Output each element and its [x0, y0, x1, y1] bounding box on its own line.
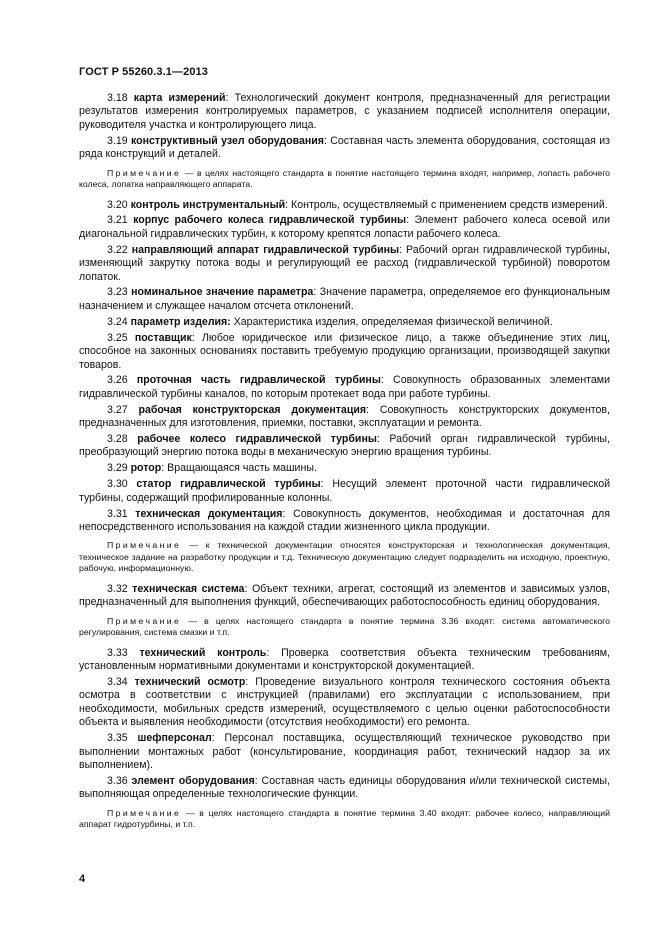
entry-number: 3.29 — [107, 462, 128, 475]
note-2 — [79, 540, 610, 575]
entry-definition: : Несущий элемент проточной части гидравлической турбины, содержащий профилированные колонны. — [79, 478, 611, 504]
entry-number: 3.21 — [107, 214, 128, 227]
term-entry-3-23 — [79, 286, 610, 313]
term-entry-3-29 — [79, 462, 610, 475]
term-entry-3-36 — [79, 775, 610, 802]
term-entry-3-35 — [79, 732, 610, 772]
entry-term: технический контроль — [139, 646, 267, 659]
entry-term: шефперсонал — [137, 732, 212, 745]
entry-number: 3.27 — [107, 403, 128, 416]
entry-term: контроль инструментальный — [130, 198, 286, 211]
entry-number: 3.28 — [107, 433, 128, 446]
entry-definition: : Любое юридическое или физическое лицо, а также объединение этих лиц, способное на законных основаниях поставить требуемую продукцию организации, производящей закупки товаров. — [79, 331, 610, 371]
entry-term: проточная часть гидравлической турбины — [136, 374, 381, 387]
note-text: — в целях настоящего стандарта в понятие термина 3.36 входят: система автоматического регулирования, система смазки и т.п. — [79, 615, 610, 638]
entry-definition: : Элемент рабочего колеса осевой или диагональной гидравлических турбин, к которому крепятся лопасти рабочего колеса. — [79, 214, 610, 240]
entry-number: 3.30 — [107, 478, 128, 491]
note-1 — [79, 168, 610, 191]
entry-number: 3.34 — [107, 676, 128, 688]
entry-term: карта измерений — [133, 92, 226, 104]
entry-number: 3.31 — [107, 507, 128, 520]
entry-term: технический осмотр — [134, 676, 246, 688]
term-entry-3-26 — [79, 374, 610, 401]
entry-term: техническая система — [132, 582, 245, 595]
entry-number: 3.35 — [107, 732, 128, 745]
note-label: Примечание — [107, 167, 182, 178]
entry-definition: : Совокупность конструкторских документов, предназначенных для изготовления, приемки, поставки, эксплуатации и ремонта. — [79, 403, 610, 430]
entry-term: рабочее колесо гидравлической турбины — [137, 433, 377, 446]
note-text: — в целях настоящего стандарта в понятие настоящего термина входят, например, лопасть рабочего колеса, лопатка направляющего аппарата. — [79, 167, 610, 190]
entry-definition: : Технологический документ контроля, предназначенный для регистрации результатов измерения контролируемых параметров, с указанием подписей исполнителя операции, руководителя участка и контролирующего лица. — [79, 92, 610, 131]
entry-number: 3.19 — [107, 134, 128, 147]
entry-definition: : Проведение визуального контроля технического состояния объекта осмотра в соответствии с инструкцией (правилами) его эксплуатации с использованием, при необходимости, мобильных средств измерений, осуществляемого с целью оценки работоспособности объекта и выявления необходимости (отсутствия необходимости) его ремонта. — [79, 676, 610, 729]
entry-definition: : Рабочий орган гидравлической турбины, изменяющий закрутку потока воды и регулирующий ее расход (гидравлической турбиной) поворотом лопаток. — [79, 243, 610, 283]
entry-term: элемент оборудования — [131, 774, 255, 787]
note-text: — к технической документации относятся конструкторская и технологическая документация, техническое задание на разработку продукции и т.д. Техническую документацию следует подразделить на исходную, проектную, рабочую, информационную. — [79, 540, 610, 574]
note-text: — в целях настоящего стандарта в понятие термина 3.40 входят: рабочее колесо, направляющий аппарат гидротурбины, и т.п. — [79, 807, 610, 830]
entry-term: корпус рабочего колеса гидравлической турбины — [133, 214, 407, 227]
entry-term: рабочая конструкторская документация — [138, 403, 367, 416]
entry-term: статор гидравлической турбины — [136, 478, 321, 491]
note-3 — [79, 616, 610, 639]
term-entry-3-22 — [79, 244, 610, 284]
term-entry-3-19 — [79, 135, 610, 162]
entry-number: 3.18 — [107, 92, 128, 104]
entry-term: параметр изделия: — [130, 315, 231, 328]
term-entry-3-27 — [79, 404, 610, 431]
document-header: ГОСТ Р 55260.3.1—2013 — [79, 66, 208, 78]
entry-number: 3.25 — [107, 331, 128, 344]
entry-number: 3.20 — [107, 198, 128, 211]
entry-definition: : Совокупность документов, необходимая и достаточная для непосредственного использования на каждой стадии жизненного цикла продукции. — [79, 507, 610, 533]
entry-number: 3.32 — [107, 582, 128, 595]
entry-definition: : Контроль, осуществляемый с применением средств измерений. — [285, 198, 608, 211]
note-label: Примечание — [107, 540, 182, 551]
term-entry-3-32 — [79, 583, 610, 610]
entry-number: 3.23 — [107, 286, 128, 299]
term-entry-3-25 — [79, 332, 610, 372]
term-entry-3-24 — [79, 316, 610, 329]
entry-definition: Характеристика изделия, определяемая физической величиной. — [230, 315, 553, 328]
term-entry-3-21 — [79, 214, 610, 241]
entry-definition: : Вращающаяся часть машины. — [161, 462, 317, 475]
note-4 — [79, 808, 610, 831]
entry-definition: : Объект техники, агрегат, состоящий из элементов и зависимых узлов, предназначенный для выполнения функций, обеспечивающих работоспособность единиц оборудования. — [79, 582, 610, 609]
page-number: 4 — [79, 873, 86, 885]
term-entry-3-34 — [79, 676, 610, 730]
entry-term: конструктивный узел оборудования — [130, 134, 324, 147]
entry-definition: : Составная часть элемента оборудования, состоящая из ряда конструкций и деталей. — [79, 134, 610, 161]
entry-number: 3.26 — [107, 374, 128, 387]
note-label: Примечание — [107, 807, 182, 818]
term-entry-3-30 — [79, 478, 610, 505]
entry-term: техническая документация — [135, 507, 283, 520]
entry-definition: : Совокупность образованных элементами гидравлической турбины каналов, по которым протекает вода при работе турбины. — [79, 374, 610, 400]
entry-definition: : Составная часть единицы оборудования и/или технической системы, выполняющая определенные технологические функции. — [79, 774, 610, 801]
term-entry-3-33 — [79, 647, 610, 674]
entry-number: 3.36 — [107, 774, 128, 787]
document-body — [79, 92, 610, 839]
entry-term: номинальное значение параметра — [131, 286, 314, 299]
entry-number: 3.24 — [107, 315, 128, 328]
entry-definition: : Проверка соответствия объекта техническим требованиям, установленным нормативными документами и конструкторской документацией. — [79, 646, 611, 673]
entry-number: 3.33 — [107, 646, 128, 659]
entry-term: направляющий аппарат гидравлической турбины — [131, 243, 400, 256]
entry-term: ротор — [130, 462, 162, 475]
entry-term: поставщик — [134, 331, 192, 344]
term-entry-3-20 — [79, 199, 610, 212]
term-entry-3-28 — [79, 433, 610, 460]
entry-definition: : Значение параметра, определяемое его функциональным назначением и служащее началом отсчета отклонений. — [79, 286, 610, 312]
term-entry-3-31 — [79, 508, 610, 535]
term-entry-3-18 — [79, 92, 610, 132]
entry-definition: : Рабочий орган гидравлической турбины, преобразующий энергию потока воды в механическую энергию вращения турбины. — [79, 433, 610, 459]
entry-definition: : Персонал поставщика, осуществляющий техническое руководство при выполнении монтажных работ (консультирование, координация работ, технический надзор за их выполнением). — [79, 732, 611, 771]
note-label: Примечание — [107, 615, 182, 626]
entry-number: 3.22 — [107, 243, 128, 256]
